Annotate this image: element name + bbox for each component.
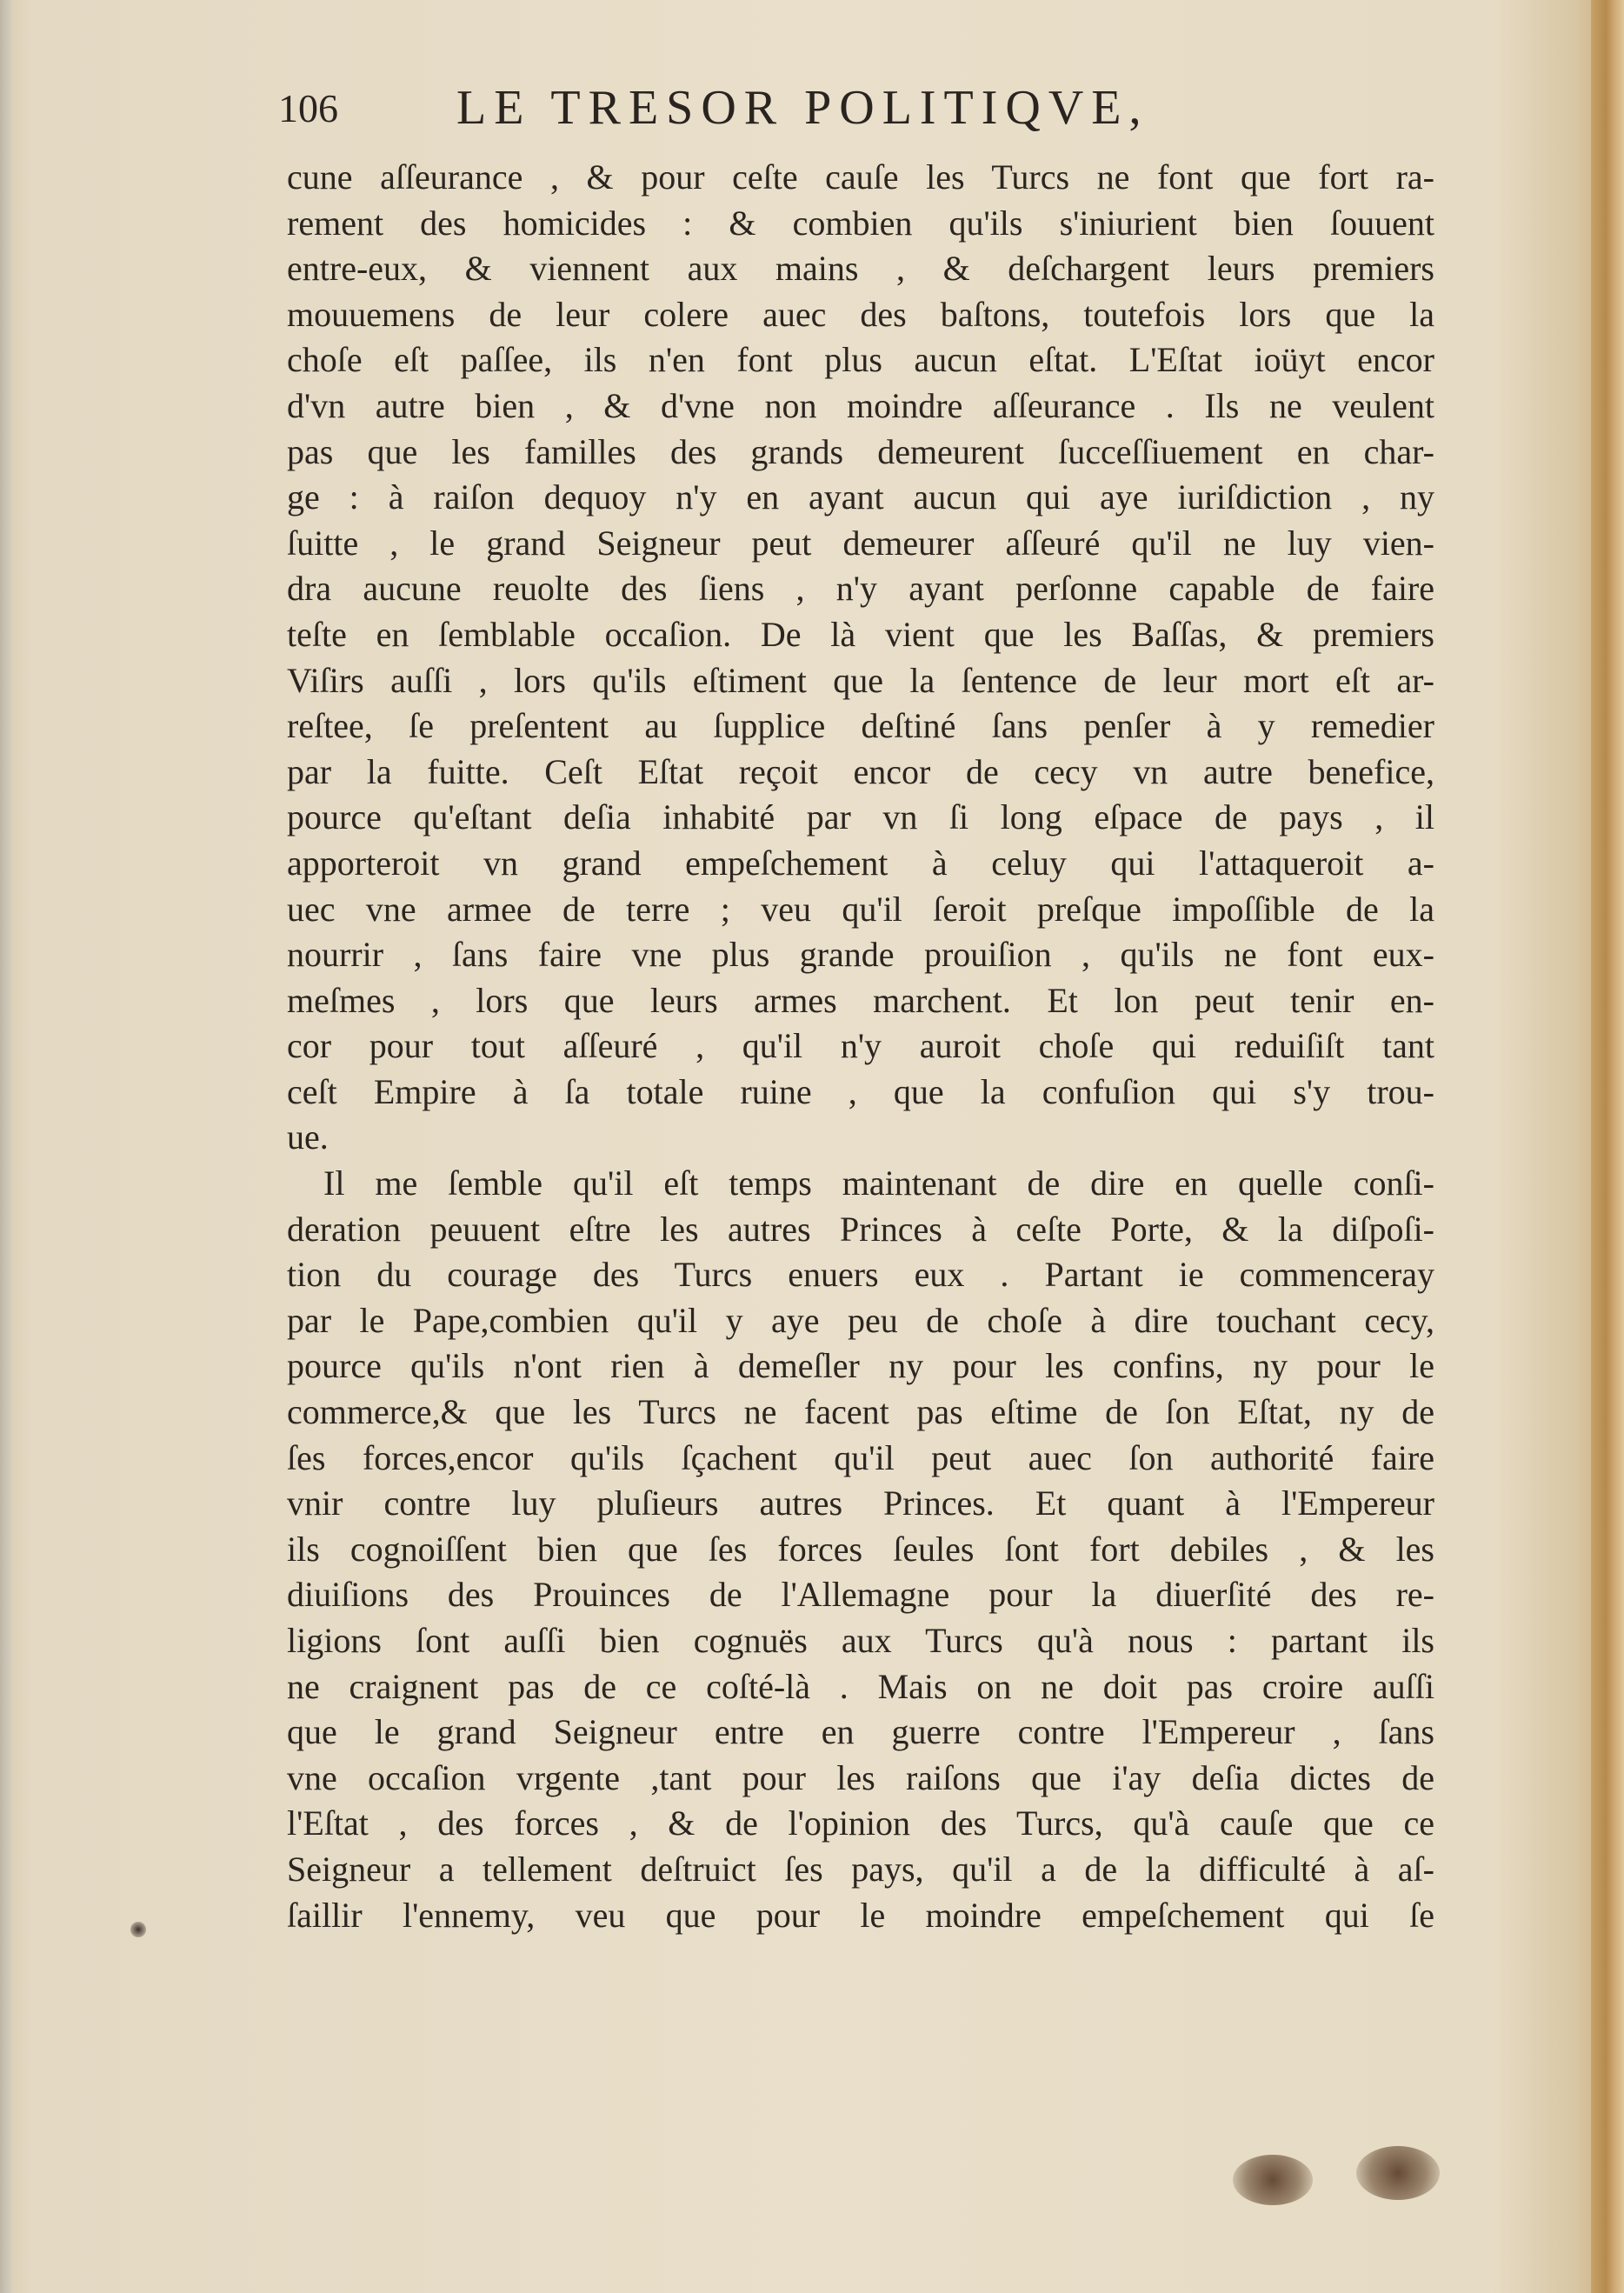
text-line: ils cognoiſſent bien que ſes forces ſeules ſont fort debiles , & les [287,1529,1434,1569]
text-line: nourrir , ſans faire vne plus grande prouiſion , qu'ils ne font eux- [287,935,1434,975]
text-line: reſtee, ſe preſentent au ſupplice deſtiné ſans penſer à y remedier [287,706,1434,746]
text-line: choſe eſt paſſee, ils n'en font plus aucun eſtat. L'Eſtat ioüyt encor [287,340,1434,380]
text-line: par le Pape,combien qu'il y aye peu de choſe à dire touchant cecy, [287,1300,1434,1340]
ink-blot [1356,2146,1440,2200]
text-line: ſaillir l'ennemy, veu que pour le moindre empeſchement qui ſe [287,1895,1434,1935]
text-line: ge : à raiſon dequoy n'y en ayant aucun qui aye iuriſdiction , ny [287,477,1434,517]
text-line: d'vn autre bien , & d'vne non moindre aſſeurance . Ils ne veulent [287,385,1434,425]
text-line: ligions ſont auſſi bien cognuës aux Turcs qu'à nous : partant ils [287,1621,1434,1660]
text-line: par la fuitte. Ceſt Eſtat reçoit encor de cecy vn autre benefice, [287,751,1434,791]
running-title: LE TRESOR POLITIQVE, [456,81,1149,135]
text-line: pas que les familles des grands demeurent ſucceſſiuement en char- [287,431,1434,471]
text-line: commerce,& que les Turcs ne facent pas eſtime de ſon Eſtat, ny de [287,1392,1434,1432]
text-line: meſmes , lors que leurs armes marchent. Et lon peut tenir en- [287,980,1434,1020]
text-line: cune aſſeurance , & pour ceſte cauſe les Turcs ne font que fort ra- [287,157,1434,197]
running-head [278,81,1426,146]
text-line: rement des homicides : & combien qu'ils s'iniurient bien ſouuent [287,203,1434,243]
page-number: 106 [278,86,338,130]
text-line: pource qu'ils n'ont rien à demeſler ny pour les confins, ny pour le [287,1346,1434,1386]
body-text [287,155,1434,1938]
text-line: Seigneur a tellement deſtruict ſes pays, qu'il a de la difficulté à aſ- [287,1849,1434,1889]
page-gutter-shadow [0,0,12,2293]
text-line: tion du courage des Turcs enuers eux . Partant ie commenceray [287,1255,1434,1295]
text-line: ſuitte , le grand Seigneur peut demeurer aſſeuré qu'il ne luy vien- [287,523,1434,563]
text-line: dra aucune reuolte des ſiens , n'y ayant perſonne capable de faire [287,569,1434,609]
text-line: entre-eux, & viennent aux mains , & deſchargent leurs premiers [287,249,1434,289]
text-line: ceſt Empire à ſa totale ruine , que la confuſion qui s'y trou- [287,1071,1434,1111]
text-line: apporteroit vn grand empeſchement à celuy qui l'attaqueroit a- [287,843,1434,883]
text-line-paragraph-start: Il me ſemble qu'il eſt temps maintenant de dire en quelle conſi- [323,1163,1434,1203]
text-line: vne occaſion vrgente ,tant pour les raiſons que i'ay deſia dictes de [287,1757,1434,1797]
text-line: pource qu'eſtant deſia inhabité par vn ſi long eſpace de pays , il [287,797,1434,837]
text-line: vnir contre luy pluſieurs autres Princes. Et quant à l'Empereur [287,1483,1434,1523]
text-line: mouuemens de leur colere auec des baſtons, toutefois lors que la [287,294,1434,334]
text-line: diuiſions des Prouinces de l'Allemagne pour la diuerſité des re- [287,1575,1434,1615]
text-line: deration peuuent eſtre les autres Princes à ceſte Porte, & la diſpoſi- [287,1209,1434,1249]
text-line: cor pour tout aſſeuré , qu'il n'y auroit choſe qui reduiſiſt tant [287,1026,1434,1066]
text-line: teſte en ſemblable occaſion. De là vient que les Baſſas, & premiers [287,614,1434,654]
ink-spot [130,1922,146,1937]
text-line: que le grand Seigneur entre en guerre contre l'Empereur , ſans [287,1712,1434,1752]
text-line: ne craignent pas de ce coſté-là . Mais on ne doit pas croire auſſi [287,1666,1434,1706]
text-line: Viſirs auſſi , lors qu'ils eſtiment que la ſentence de leur mort eſt ar- [287,660,1434,700]
text-line: ſes forces,encor qu'ils ſçachent qu'il peut auec ſon authorité faire [287,1437,1434,1477]
ink-blot [1233,2155,1313,2205]
text-line: uec vne armee de terre ; veu qu'il ſeroit preſque impoſſible de la [287,889,1434,929]
page-edge-stain [1591,0,1624,2293]
text-line-paragraph-end: ue. [287,1117,329,1157]
text-line: l'Eſtat , des forces , & de l'opinion des Turcs, qu'à cauſe que ce [287,1803,1434,1843]
